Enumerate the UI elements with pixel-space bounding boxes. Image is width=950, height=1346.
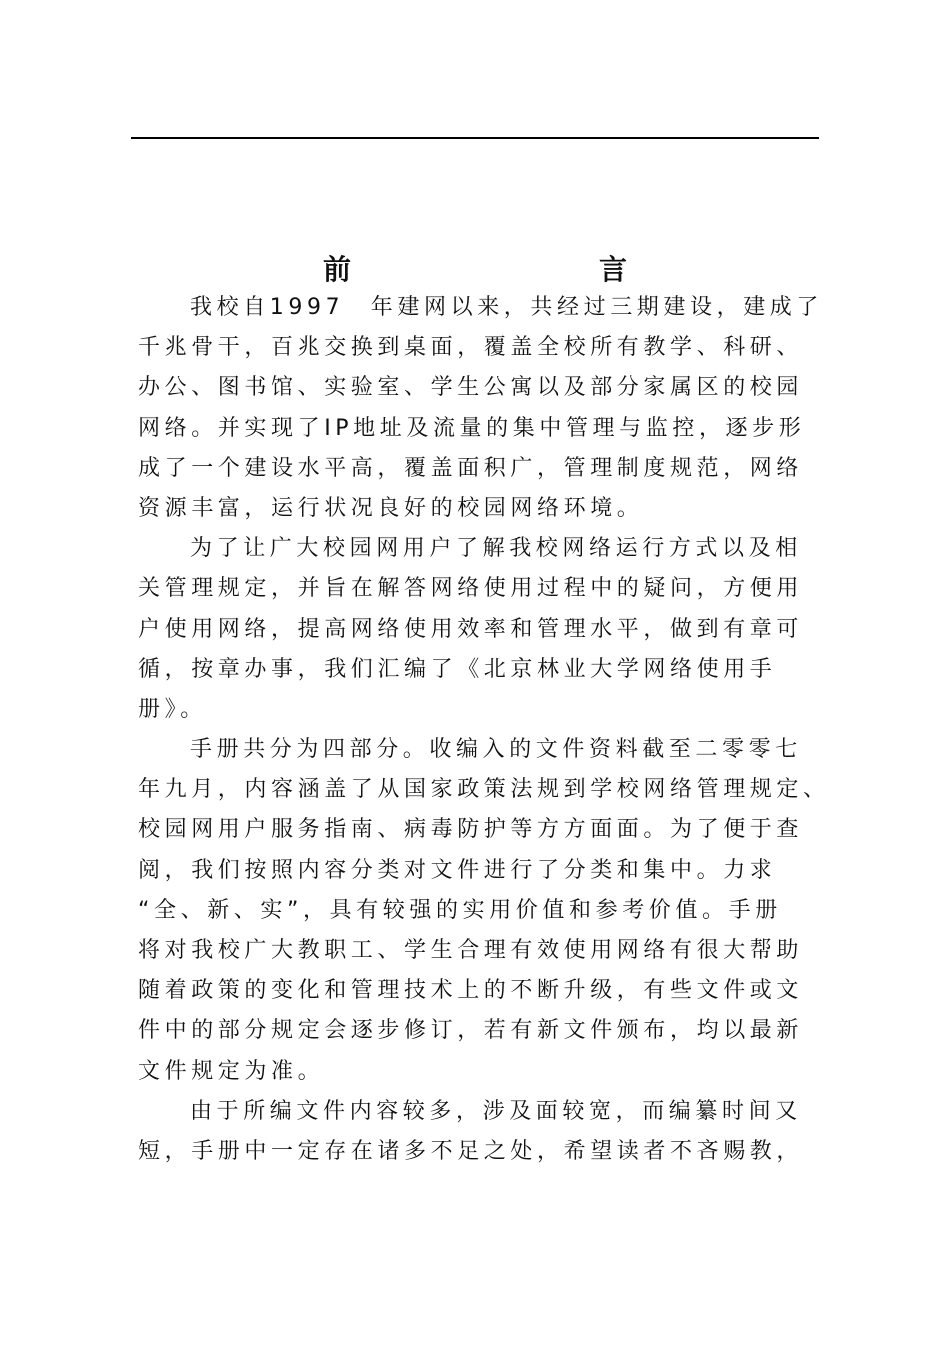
text-line: 校园网用户服务指南、病毒防护等方方面面。为了便于查 [138,817,804,843]
text-line: 成了一个建设水平高，覆盖面积广，管理制度规范，网络 [138,455,804,481]
text-line: 资源丰富，运行状况良好的校园网络环境。 [138,495,644,521]
text-line: 将对我校广大教职工、学生合理有效使用网络有很大帮助 [138,938,804,963]
text-line: 为了让广大校园网用户了解我校网络运行方式以及相 [190,536,802,562]
text-line: 由于所编文件内容较多，涉及面较宽，而编纂时间又 [190,1098,802,1124]
text-line: “全、新、实”，具有较强的实用价值和参考价值。手册 [138,897,782,923]
text-line: 办公、图书馆、实验室、学生公寓以及部分家属区的校园 [138,375,804,401]
header-rule [131,137,819,139]
text-line: 户使用网络，提高网络使用效率和管理水平，做到有章可 [138,616,804,642]
body-text [138,288,828,1172]
text-line: 关管理规定，并旨在解答网络使用过程中的疑问，方便用 [138,576,804,602]
text-line: 我校自1997 年建网以来，共经过三期建设，建成了 [190,295,823,320]
text-line: 千兆骨干，百兆交换到桌面，覆盖全校所有教学、科研、 [138,335,804,361]
text-line: 件中的部分规定会逐步修订，若有新文件颁布，均以最新 [138,1018,804,1044]
page-title: 前 言 [322,253,737,286]
text-line: 文件规定为准。 [138,1058,325,1084]
text-line: 网络。并实现了IP地址及流量的集中管理与监控，逐步形 [138,415,806,441]
text-line: 短，手册中一定存在诸多不足之处，希望读者不吝赐教， [138,1138,804,1164]
text-line: 随着政策的变化和管理技术上的不断升级，有些文件或文 [138,978,804,1004]
text-line: 阅，我们按照内容分类对文件进行了分类和集中。力求 [138,857,777,883]
text-line: 年九月，内容涵盖了从国家政策法规到学校网络管理规定、 [138,777,830,803]
text-line: 册》。 [138,696,207,722]
text-line: 手册共分为四部分。收编入的文件资料截至二零零七 [190,737,802,763]
text-line: 循，按章办事，我们汇编了《北京林业大学网络使用手 [138,656,777,682]
